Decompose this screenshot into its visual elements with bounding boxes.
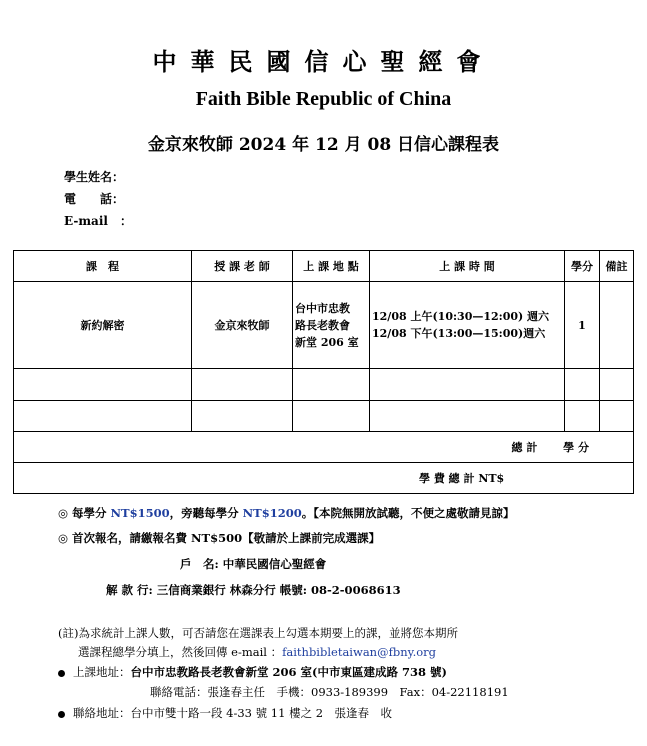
- credit-fee-suffix: 。【本院無開放試聽，不便之處敬請見諒】: [301, 506, 515, 520]
- empty-cell: [600, 369, 634, 401]
- credit-fee-note: [58, 505, 514, 521]
- location-line: 路長老教會: [295, 318, 350, 332]
- empty-cell: [192, 401, 293, 432]
- table-header-row: [14, 251, 634, 282]
- empty-cell: [192, 369, 293, 401]
- total-credit-label: 總 計 學 分: [14, 432, 634, 463]
- time-line: 12/08 上午(10:30—12:00) 週六: [372, 310, 550, 323]
- remark-cell: [600, 282, 634, 369]
- table-row: [14, 401, 634, 432]
- location-line: 台中市忠教: [295, 301, 350, 315]
- student-name-label: 學生姓名：: [64, 170, 125, 184]
- empty-cell: [14, 401, 192, 432]
- contact-phone: 聯絡電話：張逢春主任 手機：0933-189399 Fax：04-22118191: [150, 685, 509, 699]
- empty-cell: [370, 369, 565, 401]
- remark-line: [78, 644, 436, 660]
- course-cell: 新約解密: [14, 282, 192, 369]
- bullet-icon: [58, 670, 65, 677]
- credit-price: NT$1500: [110, 506, 170, 520]
- header-teacher: 授 課 老 師: [192, 251, 293, 282]
- empty-cell: [293, 401, 370, 432]
- empty-cell: [293, 369, 370, 401]
- header-course: 課 程: [14, 251, 192, 282]
- teacher-cell: 金京來牧師: [192, 282, 293, 369]
- account-name: 戶 名: 中華民國信心聖經會: [180, 557, 327, 571]
- remark-line: (註)為求統計上課人數，可否請您在選課表上勾選本期要上的課，並將您本期所: [58, 626, 458, 640]
- time-line: 12/08 下午(13:00—15:00)週六: [372, 327, 546, 340]
- phone-label: 電 話：: [64, 192, 125, 206]
- empty-cell: [370, 401, 565, 432]
- org-title-english: Faith Bible Republic of China: [195, 88, 452, 110]
- empty-cell: [565, 401, 600, 432]
- class-address-label: 上課地址：: [73, 665, 131, 679]
- mailing-address-text: 聯絡地址：台中市雙十路一段 4-33 號 11 樓之 2 張逢春 收: [73, 706, 393, 720]
- table-row: [14, 282, 634, 369]
- time-cell: [370, 282, 565, 369]
- empty-cell: [565, 369, 600, 401]
- empty-cell: [600, 401, 634, 432]
- registration-fee-note: ◎ 首次報名，請繳報名費 NT$500【敬請於上課前完成選課】: [58, 531, 381, 545]
- credit-fee-prefix: ◎ 每學分: [58, 506, 111, 520]
- location-cell: [293, 282, 370, 369]
- class-address: [58, 664, 447, 680]
- empty-cell: [14, 369, 192, 401]
- contact-email: faithbibletaiwan@fbny.org: [282, 645, 437, 659]
- email-label: E-mail ：: [64, 214, 132, 228]
- total-fee-label: 學 費 總 計 NT$: [14, 463, 634, 494]
- location-line: 新堂 206 室: [295, 335, 359, 349]
- credit-cell: 1: [565, 282, 600, 369]
- schedule-table: [13, 250, 634, 494]
- header-remark: 備註: [600, 251, 634, 282]
- mailing-address: [58, 705, 392, 721]
- org-title-chinese: 中華民國信心聖經會: [152, 47, 495, 76]
- audit-price: NT$1200: [242, 506, 302, 520]
- header-time: 上 課 時 間: [370, 251, 565, 282]
- bullet-icon: [58, 711, 65, 718]
- bank-account: 解 款 行: 三信商業銀行 林森分行 帳號: 08-2-0068613: [106, 583, 401, 597]
- table-row: [14, 369, 634, 401]
- header-credit: 學分: [565, 251, 600, 282]
- header-location: 上 課 地 點: [293, 251, 370, 282]
- class-address-value: 台中市忠教路長老教會新堂 206 室(中市東區建成路 738 號): [130, 665, 447, 679]
- total-credit-row: [14, 432, 634, 463]
- credit-fee-mid: ，旁聽每學分: [169, 506, 243, 520]
- total-fee-row: [14, 463, 634, 494]
- course-schedule-title: 金京來牧師 2024 年 12 月 08 日信心課程表: [147, 135, 500, 155]
- remark-prefix: 選課程總學分填上，然後回傳 e-mail ：: [78, 645, 283, 659]
